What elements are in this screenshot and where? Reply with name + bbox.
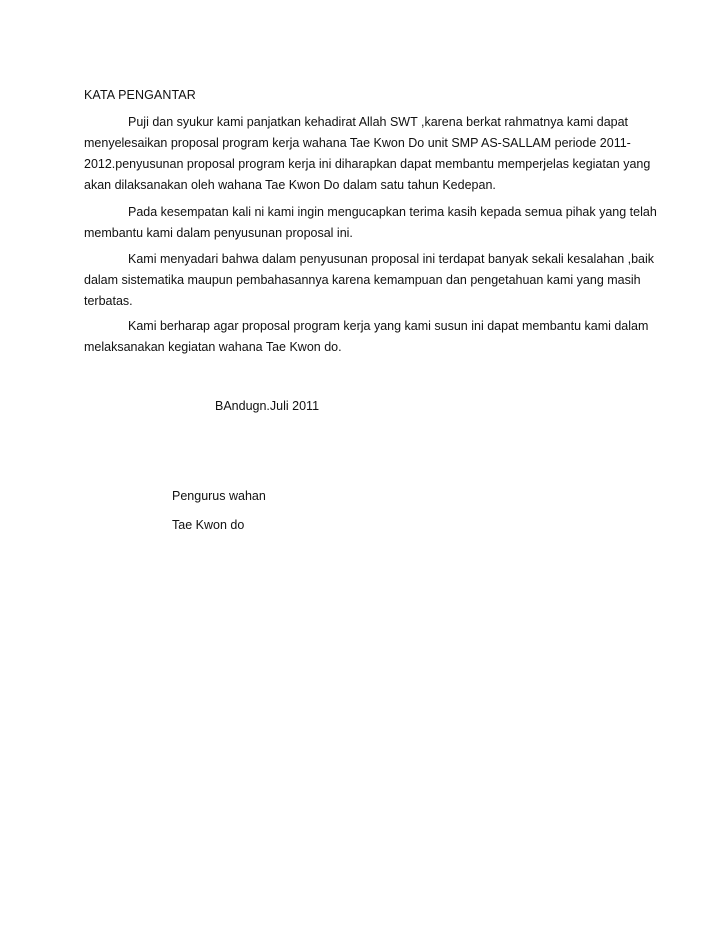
paragraph-3	[84, 249, 655, 312]
paragraph-line: melaksanakan kegiatan wahana Tae Kwon do.	[84, 340, 342, 354]
paragraph-line: Kami berharap agar proposal program kerja yang kami susun ini dapat membantu kami dalam	[128, 319, 649, 333]
paragraph-4	[84, 316, 649, 358]
paragraph-2	[84, 202, 657, 244]
paragraph-line: Kami menyadari bahwa dalam penyusunan proposal ini terdapat banyak sekali kesalahan ,baik	[128, 252, 655, 266]
document-title: KATA PENGANTAR	[84, 88, 196, 102]
paragraph-line: dalam sistematika maupun pembahasannya karena kemampuan dan pengetahuan kami yang masih	[84, 273, 641, 287]
signature-line-1: Pengurus wahan	[172, 489, 266, 503]
paragraph-line: akan dilaksanakan oleh wahana Tae Kwon Do dalam satu tahun Kedepan.	[84, 178, 496, 192]
paragraph-line: Puji dan syukur kami panjatkan kehadirat Allah SWT ,karena berkat rahmatnya kami dapat	[128, 115, 629, 129]
paragraph-line: menyelesaikan proposal program kerja wahana Tae Kwon Do unit SMP AS-SALLAM periode 2011-	[84, 136, 631, 150]
paragraph-line: 2012.penyusunan proposal program kerja ini diharapkan dapat membantu memperjelas kegiatan yang	[84, 157, 651, 171]
signature-line-2: Tae Kwon do	[172, 518, 245, 532]
paragraph-line: membantu kami dalam penyusunan proposal ini.	[84, 226, 353, 240]
paragraph-line: terbatas.	[84, 294, 133, 308]
place-date: BAndugn.Juli 2011	[215, 399, 320, 413]
paragraph-line: Pada kesempatan kali ni kami ingin mengucapkan terima kasih kepada semua pihak yang telah	[128, 205, 657, 219]
paragraph-1	[84, 112, 651, 196]
